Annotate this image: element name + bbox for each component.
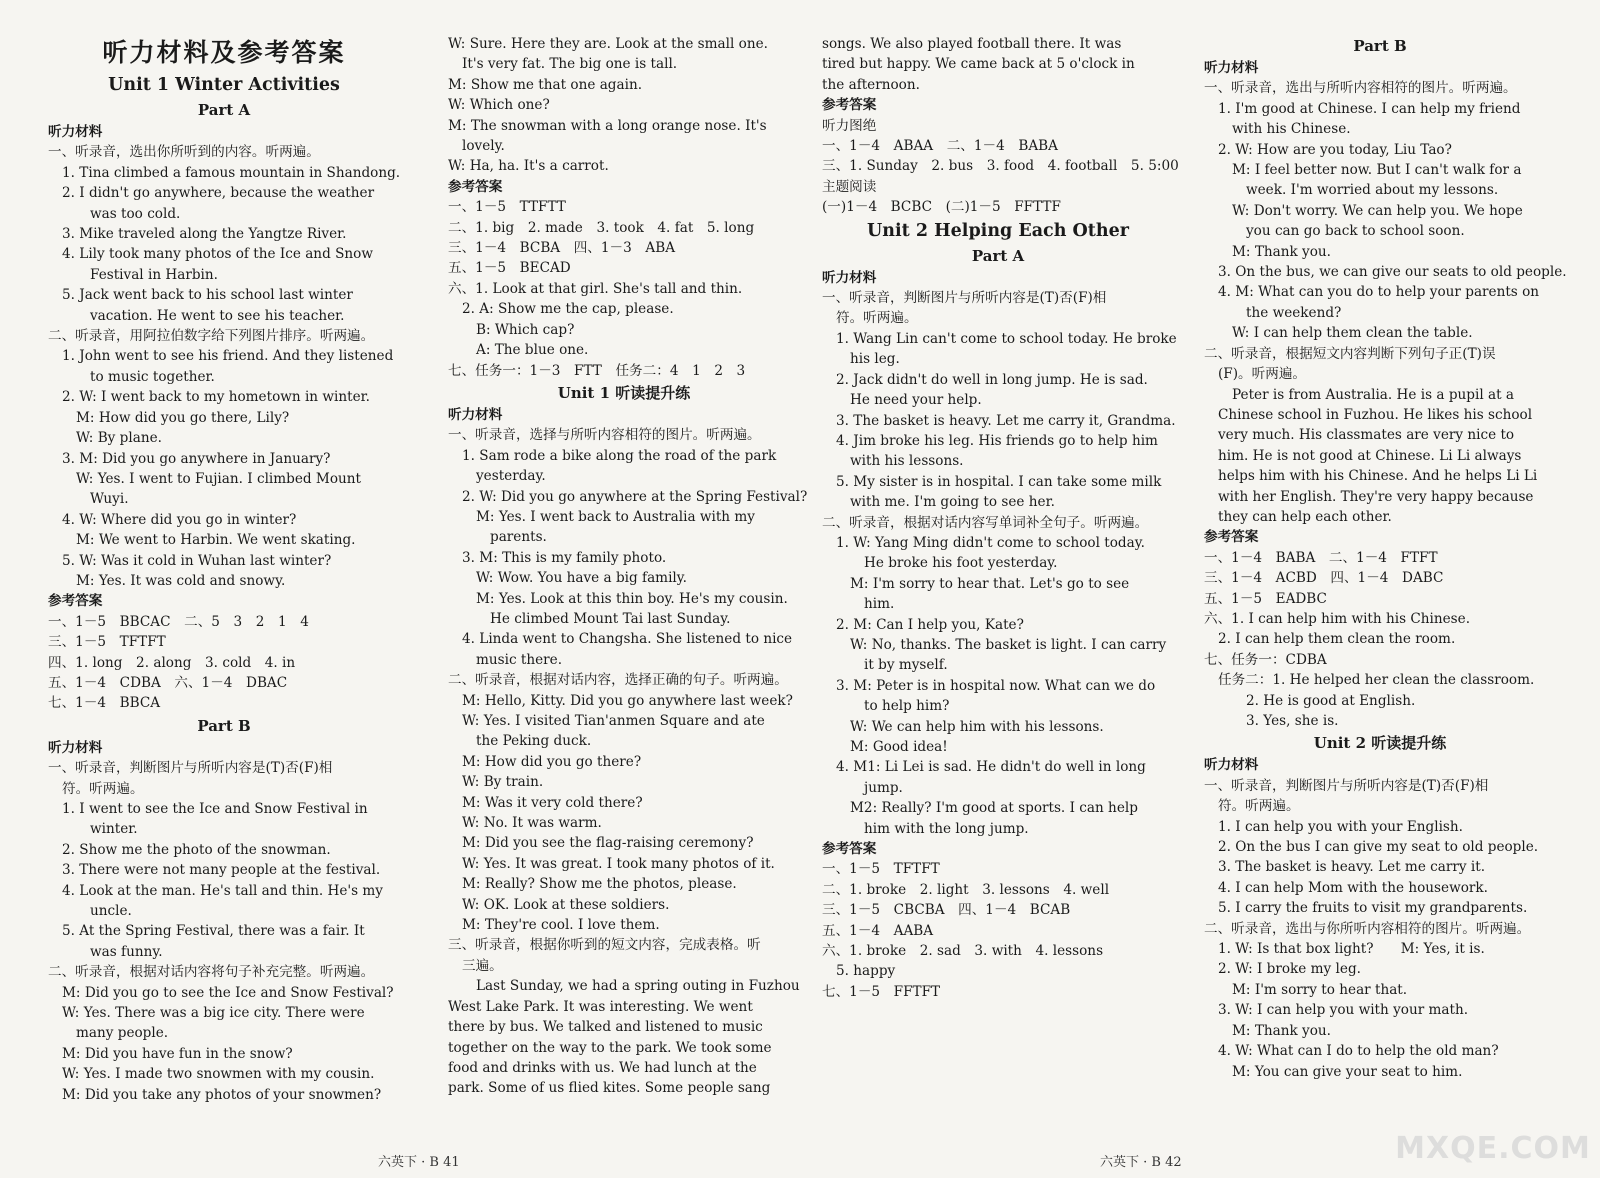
section-heading: 参考答案 [1204,529,1259,546]
section-heading: 听力材料 [448,406,503,423]
text-line: He broke his foot yesterday. [864,555,1058,572]
text-line: W: Yes. I went to Fujian. I climbed Mount [76,470,362,487]
text-line: 三、1－4 BCBA 四、1－3 ABA [448,240,676,257]
text-line: M: Yes. Look at this thin boy. He's my cousin. [476,590,788,607]
text-line: 1. Wang Lin can't come to school today. He broke [836,330,1177,347]
text-line: 符。听两遍。 [62,780,144,797]
text-line: W: Which one? [448,97,550,114]
text-line: music there. [476,651,563,668]
text-line: 4. M: What can you do to help your parents on [1218,284,1540,301]
text-line: jump. [864,779,903,796]
column-1 [48,34,400,1105]
text-line: with me. I'm going to see her. [850,494,1055,511]
text-line: W: Yes. I visited Tian'anmen Square and ate [462,713,765,729]
section-heading: 听力材料 [1204,757,1259,774]
text-line: him. He is not good at Chinese. Li Li always [1218,447,1522,464]
text-line: M: I'm sorry to hear that. Let's go to see [850,575,1130,592]
text-line: 4. I can help Mom with the housework. [1218,879,1488,896]
text-line: helps him with his Chinese. And he helps Li Li [1218,468,1538,485]
text-line: they can help each other. [1218,508,1392,525]
text-line: very much. His classmates are very nice to [1218,427,1515,444]
text-line: 一、1－5 TFTFT [822,861,940,878]
text-line: W: No. It was warm. [462,815,602,832]
text-line: 1. I went to see the Ice and Snow Festival in [62,801,368,817]
text-line: 2. On the bus I can give my seat to old people. [1218,839,1539,856]
text-line: was too cold. [90,205,181,222]
section-heading: 听力材料 [1204,60,1259,76]
text-line: 2. Jack didn't do well in long jump. He is sad. [836,371,1148,388]
text-line: week. I'm worried about my lessons. [1246,182,1499,199]
text-line: A: The blue one. [476,342,589,359]
text-line: M: We went to Harbin. We went skating. [76,532,356,549]
text-line: 七、1－5 FFTFT [822,983,941,1000]
text-line: M: Good idea! [850,739,948,755]
section-heading: 听力材料 [48,739,103,756]
text-line: 4. Linda went to Changsha. She listened to nice [462,631,793,648]
text-line: Festival in Harbin. [90,266,218,283]
text-line: 2. W: How are you today, Liu Tao? [1218,141,1452,158]
text-line: 一、听录音，判断图片与所听内容是(T)否(F)相 [48,760,333,777]
text-line: 3. The basket is heavy. Let me carry it, Grandma. [836,412,1176,429]
text-line: 5. My sister is in hospital. I can take some milk [836,473,1162,490]
text-line: M: Was it very cold there? [462,794,643,811]
page-footer-left: 六英下 · B 41 [378,1155,460,1170]
text-line: 五、1－5 BECAD [448,260,571,277]
section-heading: Unit 2 听读提升练 [1313,734,1447,753]
text-line: 2. Show me the photo of the snowman. [62,841,331,858]
text-line: Chinese school in Fuzhou. He likes his school [1218,406,1533,423]
text-line: 2. I can help them clean the room. [1218,631,1456,648]
column-4 [1204,34,1567,1082]
section-heading: Unit 1 Winter Activities [108,75,340,95]
text-line: the afternoon. [822,76,920,93]
text-line: winter. [90,821,138,838]
text-line: 二、听录音，根据短文内容判断下列句子正(T)误 [1204,345,1496,362]
text-line: M: Yes. I went back to Australia with my [476,508,755,525]
text-line: W: Yes. There was a big ice city. There were [62,1005,365,1022]
text-line: Peter is from Australia. He is a pupil at a [1232,386,1514,403]
watermark-logo: MXQE.COM [1395,1130,1591,1166]
text-line: 一、听录音，选出你所听到的内容。听两遍。 [48,144,320,161]
text-line: him with the long jump. [864,820,1029,837]
text-line: park. Some of us flied kites. Some people sang [448,1080,771,1097]
text-line: 2. M: Can I help you, Kate? [836,616,1024,633]
page-title: 听力材料及参考答案 [102,38,346,67]
text-line: 六、1. Look at that girl. She's tall and thin. [448,280,743,297]
text-line: W: Yes. It was great. I took many photos of it. [462,855,775,872]
text-line: (F)。听两遍。 [1218,366,1307,383]
text-line: M: Hello, Kitty. Did you go anywhere last week? [462,692,793,709]
text-line: many people. [76,1025,169,1042]
text-line: M: I'm sorry to hear that. [1232,981,1408,998]
text-line: with her English. They're very happy because [1218,488,1534,505]
text-line: was funny. [90,943,163,960]
text-line: 一、1－4 BABA 二、1－4 FTFT [1204,549,1438,566]
text-line: 七、任务一：1－3 FTT 任务二：4 1 2 3 [448,362,746,379]
text-line: 三、1－5 TFTFT [48,634,166,651]
text-line: 4. W: What can I do to help the old man? [1218,1043,1499,1060]
text-line: W: No, thanks. The basket is light. I can carry [850,636,1167,653]
text-line: 3. On the bus, we can give our seats to old people. [1218,264,1567,281]
text-line: 二、听录音，根据对话内容，选择正确的句子。听两遍。 [448,672,788,689]
text-line: 一、1－5 BBCAC 二、5 3 2 1 4 [48,613,309,630]
text-line: 三、听录音，根据你听到的短文内容，完成表格。听 [448,937,761,954]
text-line: 三遍。 [462,957,503,974]
text-line: 七、1－4 BBCA [48,695,161,712]
text-line: 1. Tina climbed a famous mountain in Shandong. [62,164,401,181]
text-line: W: I can help them clean the table. [1232,325,1473,342]
text-line: M: Did you have fun in the snow? [62,1045,293,1062]
text-line: 4. W: Where did you go in winter? [62,511,297,528]
text-line: 六、1. broke 2. sad 3. with 4. lessons [822,943,1104,960]
text-line: M: Did you see the flag-raising ceremony? [462,835,754,852]
text-line: B: Which cap? [476,321,575,338]
text-line: M: Thank you. [1232,1022,1331,1039]
text-line: uncle. [90,903,132,920]
section-heading: 听力材料 [822,269,877,286]
text-line: 2. I didn't go anywhere, because the weather [62,185,375,202]
text-line: 4. Jim broke his leg. His friends go to help him [836,432,1158,449]
text-line: 3. Yes, she is. [1246,713,1339,729]
text-line: M2: Really? I'm good at sports. I can help [850,800,1138,817]
text-line: 二、听录音，根据对话内容写单词补全句子。听两遍。 [822,514,1149,531]
text-line: 1. W: Is that box light? M: Yes, it is. [1218,941,1485,958]
text-line: 六、1. I can help him with his Chinese. [1204,610,1471,627]
text-line: 三、1. Sunday 2. bus 3. food 4. football 5. 5:00 [822,158,1179,175]
column-2 [448,34,808,1099]
text-line: 二、听录音，用阿拉伯数字给下列图片排序。听两遍。 [48,328,375,345]
text-line: 4. M1: Li Lei is sad. He didn't do well in long [836,759,1146,776]
text-line: 3. There were not many people at the festival. [62,862,381,879]
text-line: M: How did you go there? [462,753,642,770]
text-line: 一、听录音，选出与所听内容相符的图片。听两遍。 [1204,80,1517,97]
text-line: 一、听录音，判断图片与所听内容是(T)否(F)相 [822,290,1107,307]
text-line: W: Ha, ha. It's a carrot. [448,158,609,175]
text-line: 一、听录音，判断图片与所听内容是(T)否(F)相 [1204,777,1489,794]
text-line: M: Yes. It was cold and snowy. [76,572,286,589]
text-line: M: They're cool. I love them. [462,917,660,934]
text-line: 五、1－4 AABA [822,922,934,939]
text-line: the Peking duck. [476,733,592,750]
text-line: 2. A: Show me the cap, please. [462,301,674,318]
text-line: songs. We also played football there. It was [822,36,1122,52]
text-line: 主题阅读 [822,178,877,195]
section-heading: Part B [197,716,251,735]
text-line: 5. happy [836,963,896,980]
section-heading: 参考答案 [822,841,877,858]
text-line: 4. Lily took many photos of the Ice and Snow [62,246,373,263]
column-3 [822,34,1179,1002]
text-line: 5. I carry the fruits to visit my grandparents. [1218,900,1528,917]
text-line: 3. The basket is heavy. Let me carry it. [1218,859,1486,876]
text-line: 四、1. long 2. along 3. cold 4. in [48,654,296,671]
text-line: W: By plane. [76,430,162,447]
text-line: 5. At the Spring Festival, there was a fair. It [62,923,365,940]
text-line: 五、1－5 EADBC [1204,590,1327,607]
text-line: 4. Look at the man. He's tall and thin. He's my [62,882,383,899]
text-line: 3. Mike traveled along the Yangtze River. [62,226,347,243]
text-line: 1. W: Yang Ming didn't come to school today. [836,534,1145,551]
text-line: yesterday. [476,468,546,485]
text-line: M: Did you take any photos of your snowmen? [62,1086,382,1103]
text-line: W: OK. Look at these soldiers. [462,896,670,913]
section-heading: 参考答案 [822,97,877,114]
text-line: 七、任务一：CDBA [1204,651,1327,668]
section-heading: Part A [197,101,251,119]
text-line: He need your help. [850,392,982,409]
text-line: 一、1－4 ABAA 二、1－4 BABA [822,138,1058,155]
text-line: M: Really? Show me the photos, please. [462,876,737,893]
text-line: 三、1－5 CBCBA 四、1－4 BCAB [822,902,1071,919]
text-line: 三、1－4 ACBD 四、1－4 DABC [1204,570,1444,587]
text-line: 一、1－5 TTFTT [448,199,566,216]
text-line: M: Show me that one again. [448,76,643,93]
text-line: W: Yes. I made two snowmen with my cousin. [62,1066,375,1083]
section-heading: Part A [971,246,1025,265]
text-line: you can go back to school soon. [1246,223,1465,240]
text-line: him. [864,596,895,613]
text-line: there by bus. We talked and listened to music [448,1019,763,1036]
text-line: W: Don't worry. We can help you. We hope [1232,202,1523,219]
section-heading: 参考答案 [448,178,503,195]
text-line: 一、听录音，选择与所听内容相符的图片。听两遍。 [448,427,761,444]
text-line: 5. W: Was it cold in Wuhan last winter? [62,552,332,569]
section-heading: Part B [1353,37,1407,55]
text-line: 5. Jack went back to his school last winter [62,287,353,304]
text-line: Last Sunday, we had a spring outing in Fuzhou [476,978,800,995]
text-line: He climbed Mount Tai last Sunday. [490,610,731,627]
text-line: M: You can give your seat to him. [1232,1063,1463,1080]
text-line: tired but happy. We came back at 5 o'clock in [822,56,1135,73]
text-line: 2. W: Did you go anywhere at the Spring Festival? [462,488,808,505]
text-line: W: Sure. Here they are. Look at the small one. [448,36,768,52]
text-line: 1. I'm good at Chinese. I can help my friend [1218,100,1521,117]
text-line: food and drinks with us. We had lunch at the [448,1059,757,1076]
text-line: 3. M: Peter is in hospital now. What can we do [836,677,1156,694]
text-line: M: I feel better now. But I can't walk for a [1232,162,1522,179]
text-line: 听力图绝 [822,117,877,134]
text-line: it by myself. [864,657,948,674]
text-line: 符。听两遍。 [1218,798,1300,815]
text-line: 二、1. broke 2. light 3. lessons 4. well [822,881,1110,898]
text-line: M: The snowman with a long orange nose. It's [448,117,767,134]
text-line: with his lessons. [850,453,964,470]
text-line: 3. M: This is my family photo. [462,549,667,566]
text-line: (一)1－4 BCBC (二)1－5 FFTTF [822,199,1061,216]
text-line: M: How did you go there, Lily? [76,409,290,426]
text-line: to music together. [90,368,215,385]
text-line: West Lake Park. It was interesting. We went [448,998,753,1015]
text-line: parents. [490,529,547,546]
text-line: W: By train. [462,774,544,791]
text-line: M: Did you go to see the Ice and Snow Festival? [62,984,394,1001]
text-line: W: Wow. You have a big family. [476,570,687,587]
text-line: Wuyi. [90,491,129,508]
text-line: his leg. [850,351,900,368]
text-line: It's very fat. The big one is tall. [462,56,678,73]
text-line: vacation. He went to see his teacher. [90,307,345,324]
text-line: 3. W: I can help you with your math. [1218,1002,1469,1019]
section-heading: Unit 1 听读提升练 [557,383,691,402]
text-line: 1. Sam rode a bike along the road of the park [462,447,777,464]
text-line: M: Thank you. [1232,243,1331,260]
text-line: lovely. [462,138,505,155]
text-line: 五、1－4 CDBA 六、1－4 DBAC [48,674,288,691]
text-line: 2. He is good at English. [1246,692,1416,709]
text-line: the weekend? [1246,304,1342,321]
text-line: 任务二：1. He helped her clean the classroom. [1218,672,1535,689]
section-heading: 参考答案 [48,593,103,610]
text-line: 1. I can help you with your English. [1218,818,1463,835]
text-line: 2. W: I broke my leg. [1218,961,1361,978]
text-line: 二、听录音，选出与你所听内容相符的图片。听两遍。 [1204,920,1531,937]
text-line: 二、听录音，根据对话内容将句子补充完整。听两遍。 [48,964,375,981]
section-heading: Unit 2 Helping Each Other [867,220,1129,241]
text-line: 符。听两遍。 [836,310,918,327]
text-line: 二、1. big 2. made 3. took 4. fat 5. long [448,219,755,236]
text-line: W: We can help him with his lessons. [850,718,1104,735]
text-line: 1. John went to see his friend. And they listened [62,348,394,365]
page-footer-right: 六英下 · B 42 [1100,1155,1182,1170]
text-line: 2. W: I went back to my hometown in winter. [62,389,370,406]
text-line: together on the way to the park. We took some [448,1039,772,1056]
text-line: with his Chinese. [1232,121,1351,138]
text-line: 3. M: Did you go anywhere in January? [62,450,331,467]
section-heading: 听力材料 [48,124,103,140]
text-line: to help him? [864,698,950,715]
